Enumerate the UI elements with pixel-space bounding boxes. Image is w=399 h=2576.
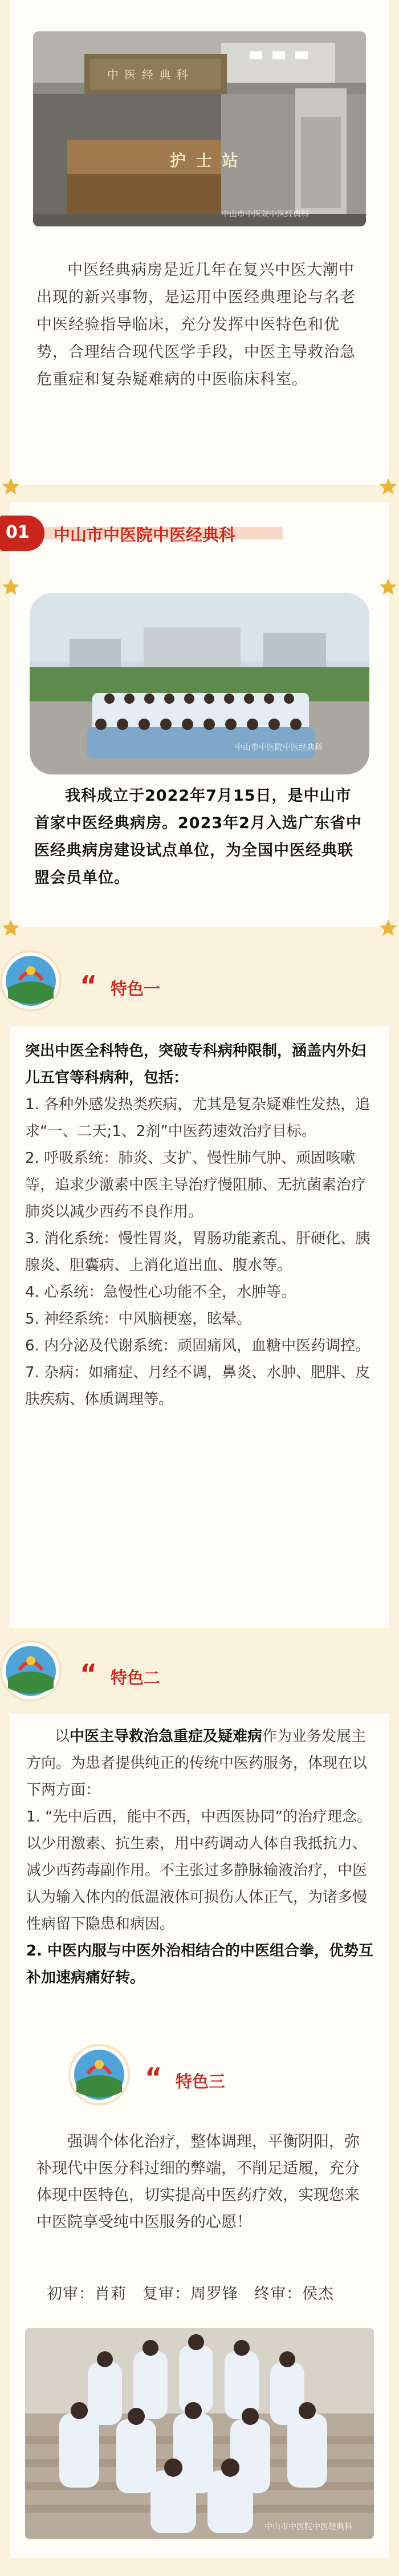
feature1-item: 7. 杂病：如痛症、月经不调，鼻炎、水肿、肥胖、皮肤疾病、体质调理等。 [25, 1364, 370, 1408]
feature1-label: 特色一 [111, 979, 161, 999]
quote-icon: “ [80, 970, 97, 1001]
feature2-intro-post: 作为业务发展主方向。为患者提供纯正的传统中医药服务，体现在以下两方面： [26, 1728, 368, 1799]
ward-photo [33, 31, 366, 226]
nurse-station-sign: 护 士 站 [170, 151, 241, 170]
feature1-body [25, 1038, 374, 1413]
section1-text: 我科成立于2022年7月15日，是中山市首家中医经典病房。2023年2月入选广东省中医经典病房建设试点单位，为全国中医经典联盟会员单位。 [34, 787, 362, 887]
quote-icon: “ [80, 1658, 97, 1689]
feature1-item: 1. 各种外感发热类疾病，尤其是复杂疑难性发热，追求“一、二天;1、2剂”中医药速效治疗目标。 [25, 1096, 370, 1140]
team-photo-watermark: 中山市中医院中医经典科 [235, 743, 323, 752]
star-icon [1, 577, 21, 597]
feature1-item: 3. 消化系统：慢性胃炎，胃肠功能紊乱、肝硬化、胰腺炎、胆囊病、上消化道出血、腹水等。 [25, 1230, 370, 1274]
team-group-photo [30, 593, 369, 774]
star-icon [1, 477, 21, 496]
hospital-logo-icon [71, 2046, 128, 2103]
hospital-logo-icon [2, 952, 59, 1009]
photo-watermark: 中山市中医院中医经典科 [221, 210, 309, 219]
feature1-item: 6. 内分泌及代谢系统：顽固痛风，血糖中医药调控。 [25, 1337, 370, 1354]
feature1-item: 4. 心系统：急慢性心功能不全，水肿等。 [25, 1284, 296, 1301]
feature2-item2: 2. 中医内服与中医外治相结合的中医组合拳，优势互补加速病痛好转。 [26, 1942, 374, 1986]
feature2-intro-pre: 以 [55, 1728, 70, 1745]
feature3-text: 强调个体化治疗，整体调理，平衡阴阳，弥补现代中医分科过细的弊端，不削足适履，充分体现中医特色，切实提高中医药疗效，实现您来中医院享受纯中医服务的心愿！ [36, 2133, 360, 2231]
staff-group-photo [25, 2328, 374, 2539]
review-credits: 初审：肖莉 复审：周罗锋 终审：侯杰 [47, 2285, 334, 2303]
star-icon [378, 918, 398, 938]
ward-sign-top: 中 医 经 典 科 [107, 68, 189, 82]
quote-icon: “ [145, 2062, 162, 2093]
feature3-label: 特色三 [176, 2072, 226, 2091]
star-icon [1, 918, 21, 938]
section-number: 01 [6, 522, 30, 542]
section-title: 中山市中医院中医经典科 [54, 525, 236, 545]
intro-text: 中医经典病房是近几年在复兴中医大潮中出现的新兴事物，是运用中医经典理论与名老中医经验指导临床，充分发挥中医特色和优势，合理结合现代医学手段，中医主导救治急危重症和复杂疑难病的中医临床科室。 [36, 261, 356, 388]
feature2-label: 特色二 [111, 1668, 161, 1687]
feature2-intro [26, 1723, 375, 1804]
feature1-item: 5. 神经系统：中风脑梗塞，眩晕。 [25, 1311, 252, 1328]
hospital-logo-icon [2, 1642, 59, 1699]
section1-header [0, 513, 399, 553]
star-icon [378, 577, 398, 597]
bottom-photo-watermark: 中山市中医院中医经典科 [264, 2522, 352, 2532]
section1-paragraph [34, 782, 365, 892]
feature2-intro-bold: 中医主导救治急重症及疑难病 [70, 1728, 263, 1745]
intro-paragraph [36, 257, 363, 394]
feature2-body [26, 1723, 375, 1991]
star-icon [378, 477, 398, 496]
feature3-body [36, 2128, 366, 2236]
feature1-item: 2. 呼吸系统：肺炎、支扩、慢性肺气肿、顽固咳嗽等，追求少激素中医主导治疗慢阻肺、无抗菌素治疗肺炎以减少西药不良作用。 [25, 1150, 367, 1220]
feature2-item1: 1. “先中后西，能中不西，中西医协同”的治疗理念。以少用激素、抗生素，用中药调动人体自我抵抗力、减少西药毒副作用。不主张过多静脉输液治疗，中医认为输入体内的低温液体可损伤人体正气，为诸多慢性病留下隐患和病因。 [26, 1808, 372, 1933]
feature1-lead: 突出中医全科特色，突破专科病种限制，涵盖内外妇儿五官等科病种，包括： [25, 1042, 367, 1086]
